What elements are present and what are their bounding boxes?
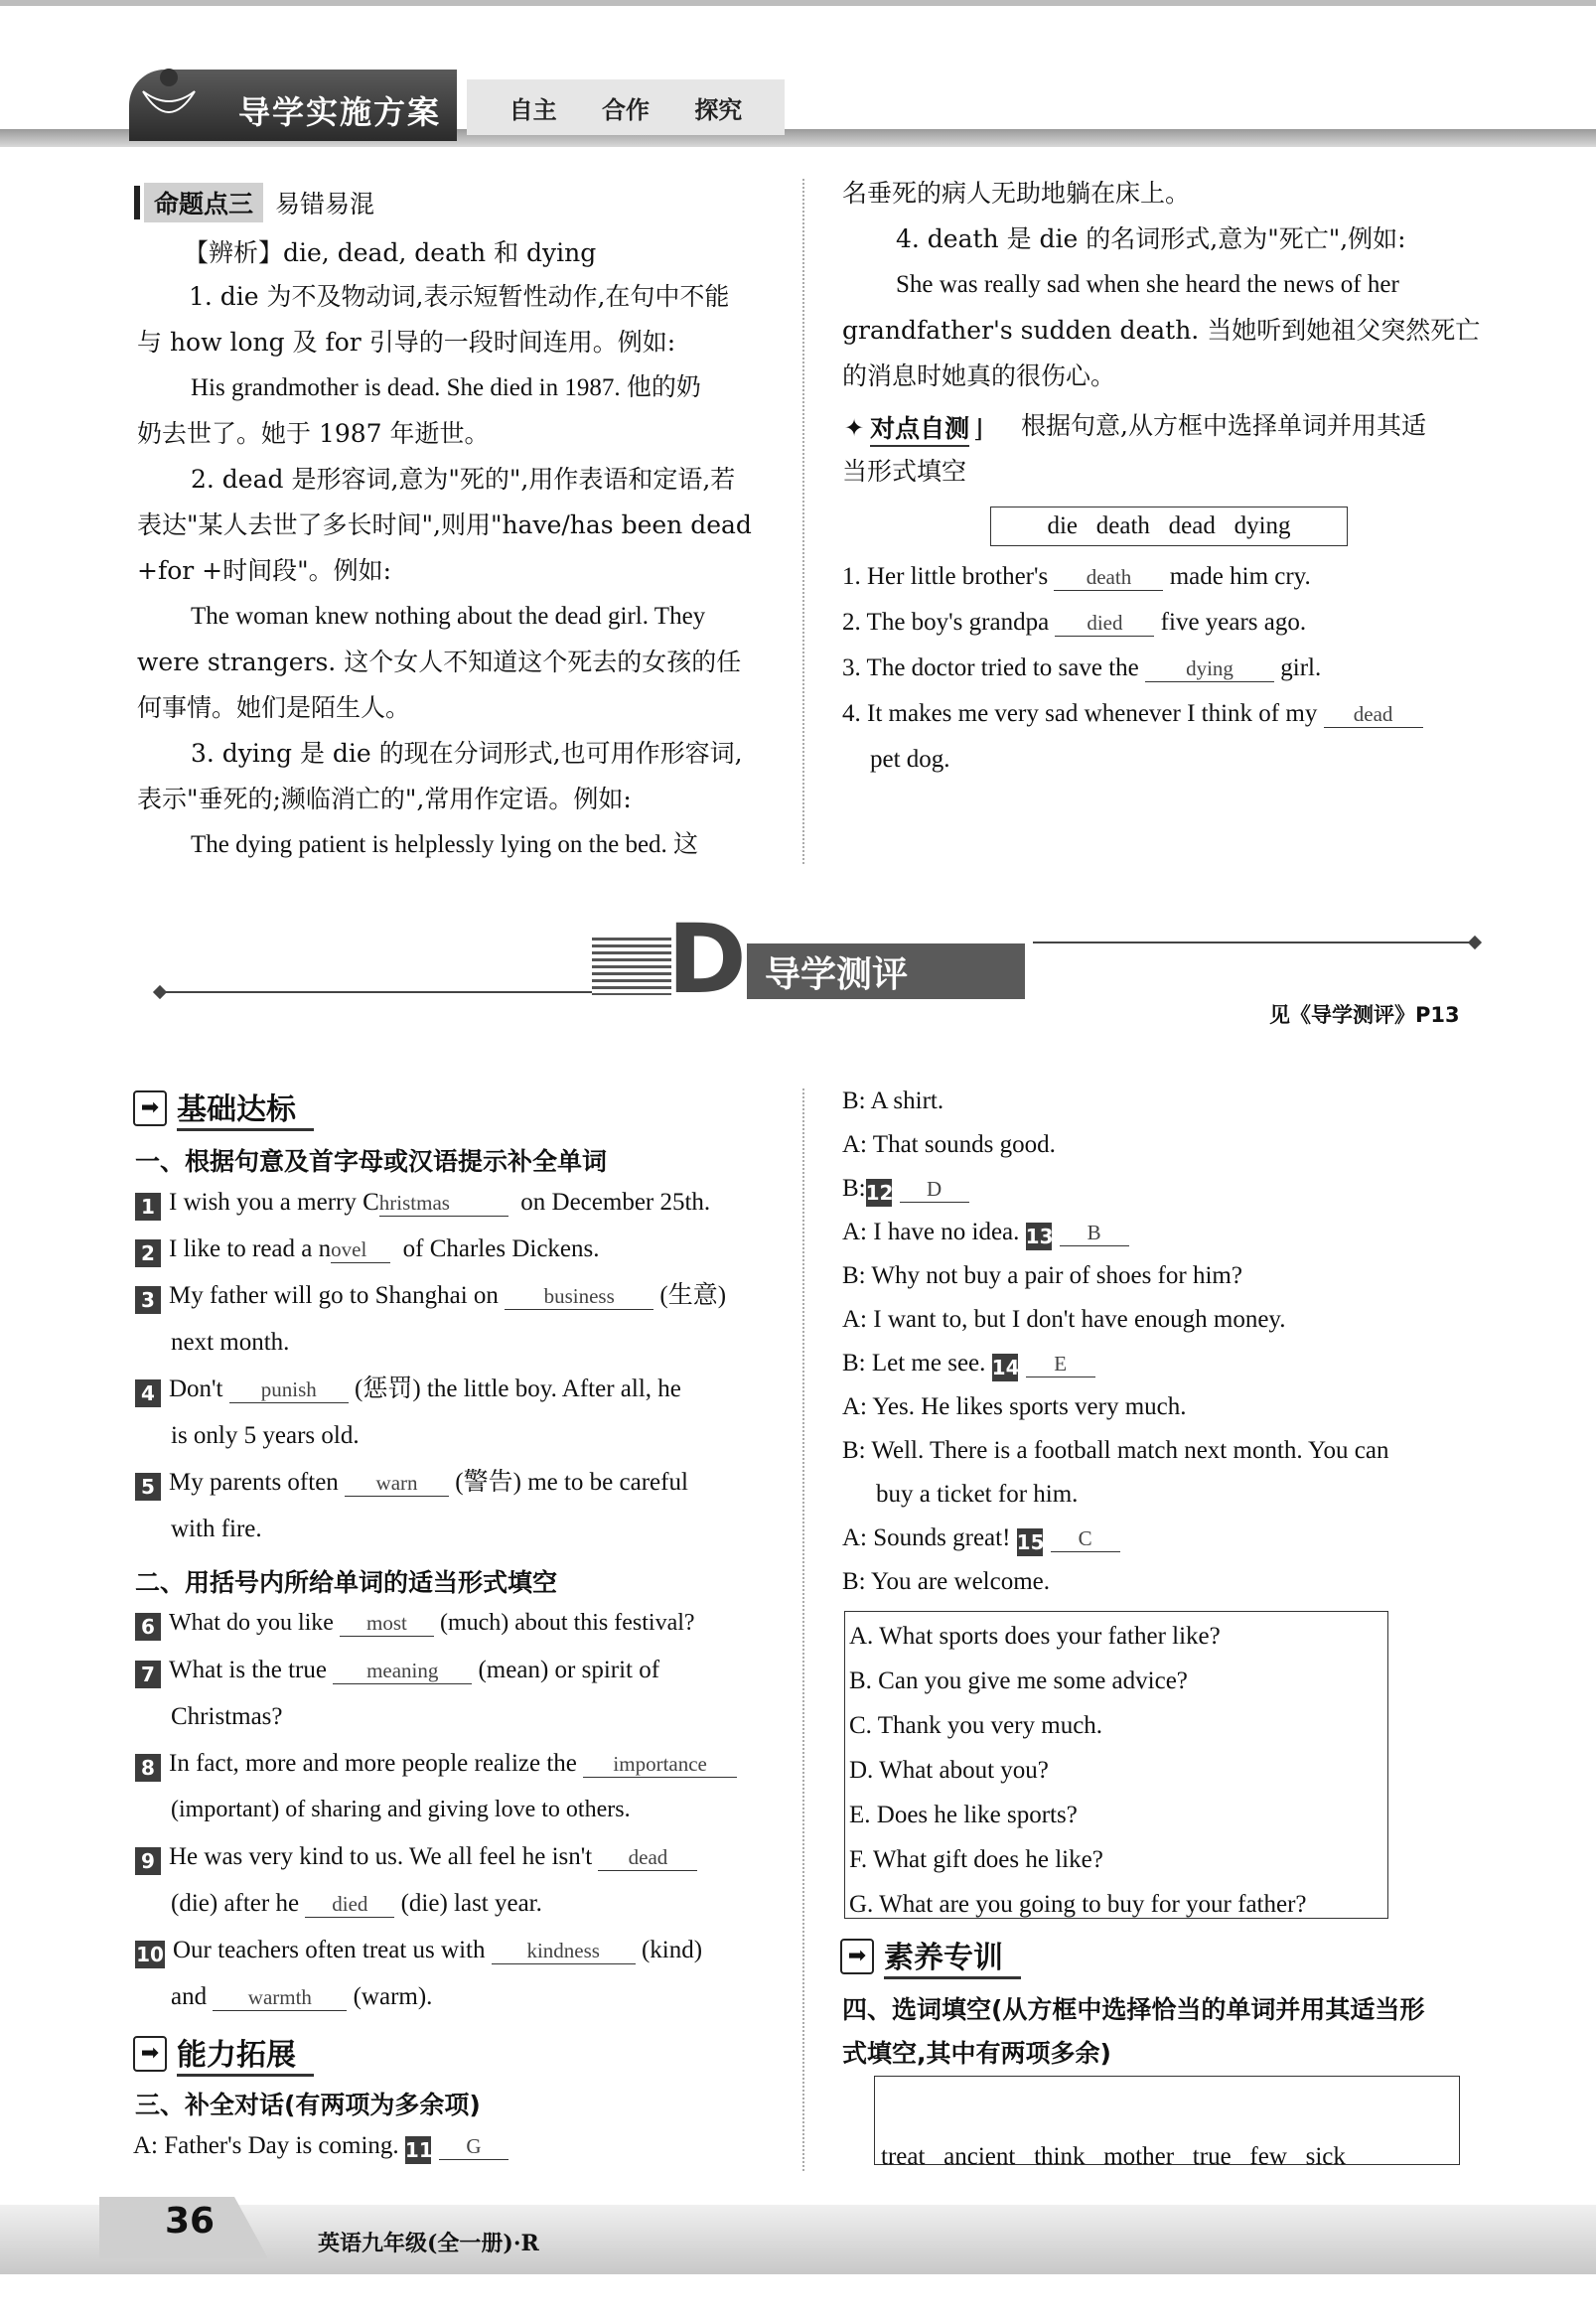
dialog-line: A: I want to, but I don't have enough money. — [842, 1306, 1286, 1333]
literacy-label-text: 素养专训 — [884, 1933, 1021, 1979]
star-icon: ✦ — [844, 414, 865, 442]
answer-blank[interactable]: kindness — [492, 1939, 636, 1964]
exercise-item: 5 My parents often warn (警告) me to be careful — [135, 1468, 688, 1501]
answer-blank[interactable]: B — [1060, 1221, 1129, 1246]
para-text: 与 how long 及 for 引导的一段时间连用。例如: — [137, 328, 676, 357]
analysis-head: 【辨析】die, dead, death 和 dying — [184, 238, 597, 267]
dialog-line: B: A shirt. — [842, 1087, 944, 1114]
exercise-item: (important) of sharing and giving love to others. — [171, 1797, 631, 1822]
dialog-line: A: That sounds good. — [842, 1131, 1056, 1158]
exercise-item: 8 In fact, more and more people realize the importance — [135, 1749, 737, 1782]
dialog-line: buy a ticket for him. — [876, 1481, 1079, 1508]
dialog-line: A: I have no idea. 13 B — [842, 1218, 1129, 1250]
exercise-item: and warmth (warm). — [171, 1983, 433, 2010]
dialog-line: B: You are welcome. — [842, 1568, 1050, 1595]
dialog-line: B: Let me see. 14 E — [842, 1349, 1095, 1381]
para-text: were strangers. 这个女人不知道这个死去的女孩的任 — [137, 648, 742, 676]
option-item: F. What gift does he like? — [849, 1846, 1103, 1873]
tag-self: 自主 — [508, 95, 557, 124]
exercise-item: 1 I wish you a merry Christmas on December 25th. — [135, 1188, 710, 1221]
section-rule-left — [159, 991, 665, 993]
exercise-item: 10 Our teachers often treat us with kindness (kind) — [136, 1937, 703, 1966]
dialog-line: A: Father's Day is coming. 11 G — [133, 2131, 508, 2164]
question-line: 1. Her little brother's death made him cry. — [842, 563, 1311, 590]
question-line: pet dog. — [870, 746, 950, 773]
self-test-label: ✦ 对点自测 ⌋ — [844, 409, 983, 447]
page-number: 36 — [165, 2201, 216, 2242]
dialog-line: B: Why not buy a pair of shoes for him? — [842, 1262, 1242, 1289]
dialog-line: A: Yes. He likes sports very much. — [842, 1393, 1187, 1420]
tag-explore: 探究 — [694, 95, 743, 124]
answer-blank[interactable]: hristmas — [379, 1191, 508, 1217]
part-heading: 四、选词填空(从方框中选择恰当的单词并用其适当形 — [842, 1995, 1425, 2024]
ability-label-text: 能力拓展 — [177, 2030, 314, 2077]
arrow-icon: ➡ — [133, 2036, 167, 2072]
exercise-item: 7 What is the true meaning (mean) or spirit of — [135, 1656, 659, 1688]
book-title: 英语九年级(全一册)·R — [318, 2231, 539, 2256]
para-text: The dying patient is helplessly lying on the bed. 这 — [191, 831, 699, 858]
dialog-line: B:12 D — [842, 1174, 969, 1207]
arrow-icon: ➡ — [133, 1090, 167, 1126]
part-heading: 二、用括号内所给单词的适当形式填空 — [135, 1568, 558, 1597]
topic-label-text: 命题点三 — [144, 183, 263, 222]
exercise-item: next month. — [171, 1329, 290, 1356]
arrow-icon: ➡ — [840, 1939, 874, 1974]
para-text: 4. death 是 die 的名词形式,意为"死亡",例如: — [896, 224, 1406, 253]
section-title: 导学测评 — [765, 953, 909, 995]
exercise-item: with fire. — [171, 1516, 262, 1542]
para-text: 3. dying 是 die 的现在分词形式,也可用作形容词, — [191, 739, 743, 768]
self-test-instr: 根据句意,从方框中选择单词并用其适 — [1021, 411, 1426, 440]
answer-blank[interactable]: dying — [1145, 656, 1274, 682]
tag-cooperate: 合作 — [601, 95, 650, 124]
exercise-item: is only 5 years old. — [171, 1422, 360, 1449]
para-text: grandfather's sudden death. 当她听到她祖父突然死亡 — [842, 316, 1481, 345]
option-item: B. Can you give me some advice? — [849, 1667, 1188, 1694]
question-line: 3. The doctor tried to save the dying girl. — [842, 654, 1322, 681]
answer-blank[interactable]: business — [505, 1284, 653, 1310]
dialog-line: A: Sounds great! 15 C — [842, 1523, 1120, 1556]
answer-blank[interactable]: D — [900, 1177, 969, 1203]
answer-blank[interactable]: ovel — [331, 1237, 390, 1263]
answer-blank[interactable]: warmth — [213, 1985, 347, 2011]
option-item: E. Does he like sports? — [849, 1802, 1078, 1828]
word-row: treat ancient think mother true few sick — [881, 2143, 1346, 2170]
para-text: 名垂死的病人无助地躺在床上。 — [842, 179, 1191, 208]
answer-blank[interactable]: C — [1051, 1526, 1120, 1552]
option-item: C. Thank you very much. — [849, 1712, 1103, 1739]
basic-label-text: 基础达标 — [177, 1085, 314, 1131]
column-divider — [802, 1088, 804, 2171]
part-heading: 一、根据句意及首字母或汉语提示补全单词 — [135, 1147, 608, 1176]
answer-blank[interactable]: died — [305, 1892, 394, 1918]
header-tags — [467, 79, 785, 135]
answer-blank[interactable]: importance — [583, 1752, 737, 1778]
dialog-line: B: Well. There is a football match next month. You can — [842, 1437, 1389, 1464]
para-text: 表示"垂死的;濒临消亡的",常用作定语。例如: — [137, 785, 632, 813]
exercise-item: 2 I like to read a novel of Charles Dickens. — [135, 1234, 600, 1267]
answer-blank[interactable]: warn — [345, 1471, 449, 1497]
word-box: die death dead dying — [990, 507, 1348, 546]
exercise-item: 6 What do you like most (much) about this festival? — [135, 1609, 695, 1641]
exercise-item: 4 Don't punish (惩罚) the little boy. After all, he — [135, 1375, 681, 1407]
para-text: 1. die 为不及物动词,表示短暂性动作,在句中不能 — [189, 282, 730, 311]
self-test-label-text: 对点自测 — [870, 409, 969, 447]
topic-label-desc: 易错易混 — [275, 190, 375, 218]
exercise-item: (die) after he died (die) last year. — [171, 1890, 542, 1917]
ability-label — [133, 2030, 314, 2077]
question-line: 2. The boy's grandpa died five years ago. — [842, 609, 1307, 636]
section-rule-right — [1033, 942, 1480, 943]
section-title-box — [747, 943, 1025, 999]
part-heading: 三、补全对话(有两项为多余项) — [135, 2091, 481, 2119]
answer-blank[interactable]: meaning — [333, 1659, 472, 1684]
basic-label — [133, 1085, 314, 1131]
section-letter: D — [667, 904, 747, 1015]
top-edge — [0, 0, 1596, 6]
option-item: A. What sports does your father like? — [849, 1623, 1221, 1650]
option-item: D. What about you? — [849, 1757, 1049, 1784]
self-test-instr: 当形式填空 — [842, 457, 967, 486]
para-text: The woman knew nothing about the dead girl. They — [191, 603, 706, 630]
option-item: G. What are you going to buy for your father? — [849, 1891, 1307, 1918]
diamond-icon — [1468, 936, 1482, 949]
para-text: 何事情。她们是陌生人。 — [137, 693, 411, 722]
para-text: His grandmother is dead. She died in 1987. 他的奶 — [191, 374, 701, 401]
answer-blank[interactable]: G — [439, 2134, 508, 2160]
section-stripes — [592, 938, 671, 995]
column-divider — [802, 179, 804, 864]
part-heading: 式填空,其中有两项多余) — [842, 2039, 1111, 2068]
exercise-item: 9 He was very kind to us. We all feel he isn't dead — [135, 1842, 697, 1875]
para-text: She was really sad when she heard the news of her — [896, 271, 1399, 298]
literacy-word-box — [874, 2076, 1460, 2170]
answer-blank[interactable]: E — [1026, 1352, 1095, 1377]
logo-icon — [139, 64, 199, 133]
options-box — [844, 1611, 1388, 1919]
para-text: 的消息时她真的很伤心。 — [842, 362, 1116, 390]
para-text: 表达"某人去世了多长时间",则用"have/has been dead — [137, 510, 752, 539]
answer-blank[interactable]: death — [1054, 565, 1163, 591]
exercise-item: 3 My father will go to Shanghai on business (生意) — [135, 1281, 726, 1314]
section-ref: 见《导学测评》P13 — [1269, 1003, 1460, 1027]
answer-blank[interactable]: dead — [1324, 702, 1423, 728]
answer-blank[interactable]: most — [340, 1611, 434, 1637]
para-text: +for +时间段"。例如: — [137, 556, 392, 585]
literacy-label — [840, 1933, 1021, 1979]
header-title: 导学实施方案 — [238, 93, 442, 131]
exercise-item: Christmas? — [171, 1703, 283, 1730]
para-text: 2. dead 是形容词,意为"死的",用作表语和定语,若 — [191, 465, 736, 494]
answer-blank[interactable]: dead — [598, 1845, 697, 1871]
answer-blank[interactable]: died — [1055, 611, 1154, 637]
answer-blank[interactable]: punish — [229, 1377, 349, 1403]
question-line: 4. It makes me very sad whenever I think of my dead — [842, 699, 1423, 729]
para-text: 奶去世了。她于 1987 年逝世。 — [137, 419, 490, 448]
topic-label — [134, 183, 374, 222]
diamond-icon — [153, 985, 167, 999]
